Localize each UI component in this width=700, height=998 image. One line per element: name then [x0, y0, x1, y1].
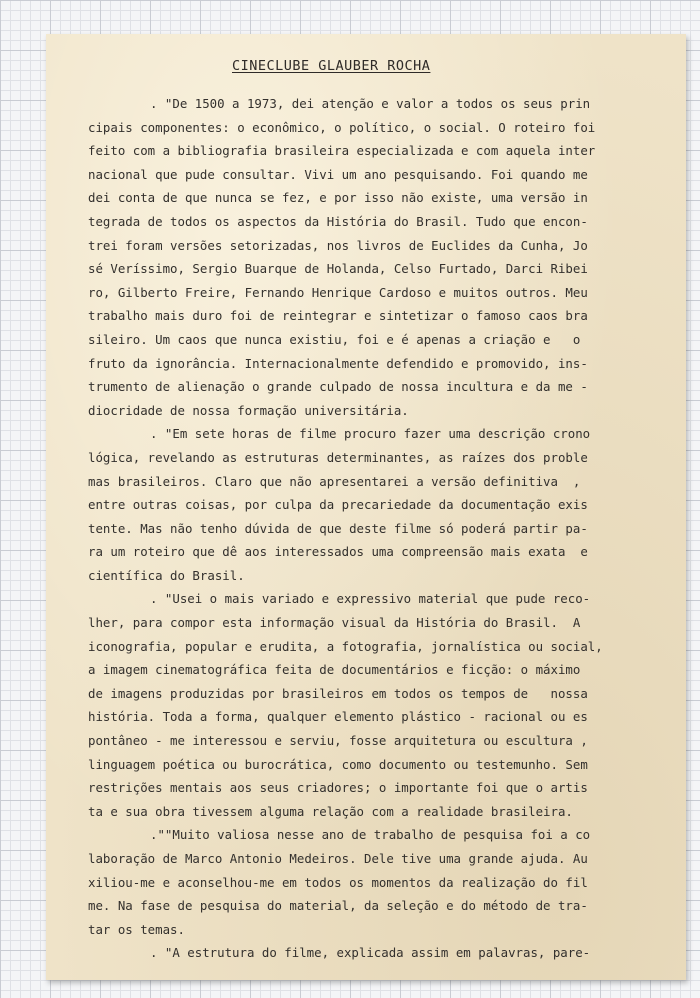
text-line: . "A estrutura do filme, explicada assim em palavras, pare-	[150, 945, 591, 961]
typewritten-page	[46, 34, 686, 980]
text-line: cipais componentes: o econômico, o político, o social. O roteiro foi	[88, 119, 596, 135]
text-line: feito com a bibliografia brasileira especializada e com aquela inter	[88, 143, 596, 159]
text-line: tar os temas.	[88, 921, 185, 937]
text-line: trei foram versões setorizadas, nos livros de Euclides da Cunha, Jo	[88, 237, 588, 253]
document-body	[88, 92, 653, 965]
text-line: trabalho mais duro foi de reintegrar e sintetizar o famoso caos bra	[88, 308, 588, 324]
text-line: .""Muito valiosa nesse ano de trabalho de pesquisa foi a co	[150, 827, 591, 843]
text-line: tente. Mas não tenho dúvida de que deste filme só poderá partir pa-	[88, 520, 588, 536]
text-line: tegrada de todos os aspectos da História do Brasil. Tudo que encon-	[88, 213, 588, 229]
text-line: nacional que pude consultar. Vivi um ano pesquisando. Foi quando me	[88, 166, 588, 182]
text-line: entre outras coisas, por culpa da precariedade da documentação exis	[88, 497, 588, 513]
text-line: sileiro. Um caos que nunca existiu, foi e é apenas a criação e o	[88, 331, 581, 347]
text-line: de imagens produzidas por brasileiros em todos os tempos de nossa	[88, 685, 588, 701]
text-line: restrições mentais aos seus criadores; o importante foi que o artis	[88, 780, 588, 796]
text-line: trumento de alienação o grande culpado de nossa incultura e da me -	[88, 379, 588, 395]
document-title: CINECLUBE GLAUBER ROCHA	[232, 58, 431, 74]
text-line: . "De 1500 a 1973, dei atenção e valor a todos os seus prin	[150, 96, 591, 111]
text-line: fruto da ignorância. Internacionalmente defendido e promovido, ins-	[88, 355, 588, 371]
text-line: . "Usei o mais variado e expressivo material que pude reco-	[150, 591, 591, 607]
text-line: ra um roteiro que dê aos interessados uma compreensão mais exata e	[88, 544, 588, 560]
text-line: lher, para compor esta informação visual da História do Brasil. A	[88, 615, 581, 631]
text-line: diocridade de nossa formação universitária.	[88, 402, 409, 418]
text-line: dei conta de que nunca se fez, e por isso não existe, uma versão in	[88, 190, 588, 206]
text-line: sé Veríssimo, Sergio Buarque de Holanda, Celso Furtado, Darci Ribei	[88, 261, 588, 277]
text-line: história. Toda a forma, qualquer elemento plástico - racional ou es	[88, 709, 588, 725]
text-line: xiliou-me e aconselhou-me em todos os momentos da realização do fil	[88, 874, 588, 890]
text-line: científica do Brasil.	[88, 567, 245, 583]
text-line: iconografia, popular e erudita, a fotografia, jornalística ou social,	[88, 638, 603, 654]
text-line: laboração de Marco Antonio Medeiros. Dele tive uma grande ajuda. Au	[88, 851, 588, 866]
text-line: me. Na fase de pesquisa do material, da seleção e do método de tra-	[88, 898, 588, 914]
text-line: a imagem cinematográfica feita de documentários e ficção: o máximo	[88, 662, 581, 678]
text-line: . "Em sete horas de filme procuro fazer uma descrição crono	[150, 426, 591, 442]
text-line: pontâneo - me interessou e serviu, fosse arquitetura ou escultura ,	[88, 733, 588, 749]
text-line: mas brasileiros. Claro que não apresentarei a versão definitiva ,	[88, 473, 581, 489]
text-line: ro, Gilberto Freire, Fernando Henrique Cardoso e muitos outros. Meu	[88, 284, 588, 300]
text-line: ta e sua obra tivessem alguma relação com a realidade brasileira.	[88, 803, 573, 819]
text-line: lógica, revelando as estruturas determinantes, as raízes dos proble	[88, 449, 588, 465]
text-line: linguagem poética ou burocrática, como documento ou testemunho. Sem	[88, 756, 588, 772]
